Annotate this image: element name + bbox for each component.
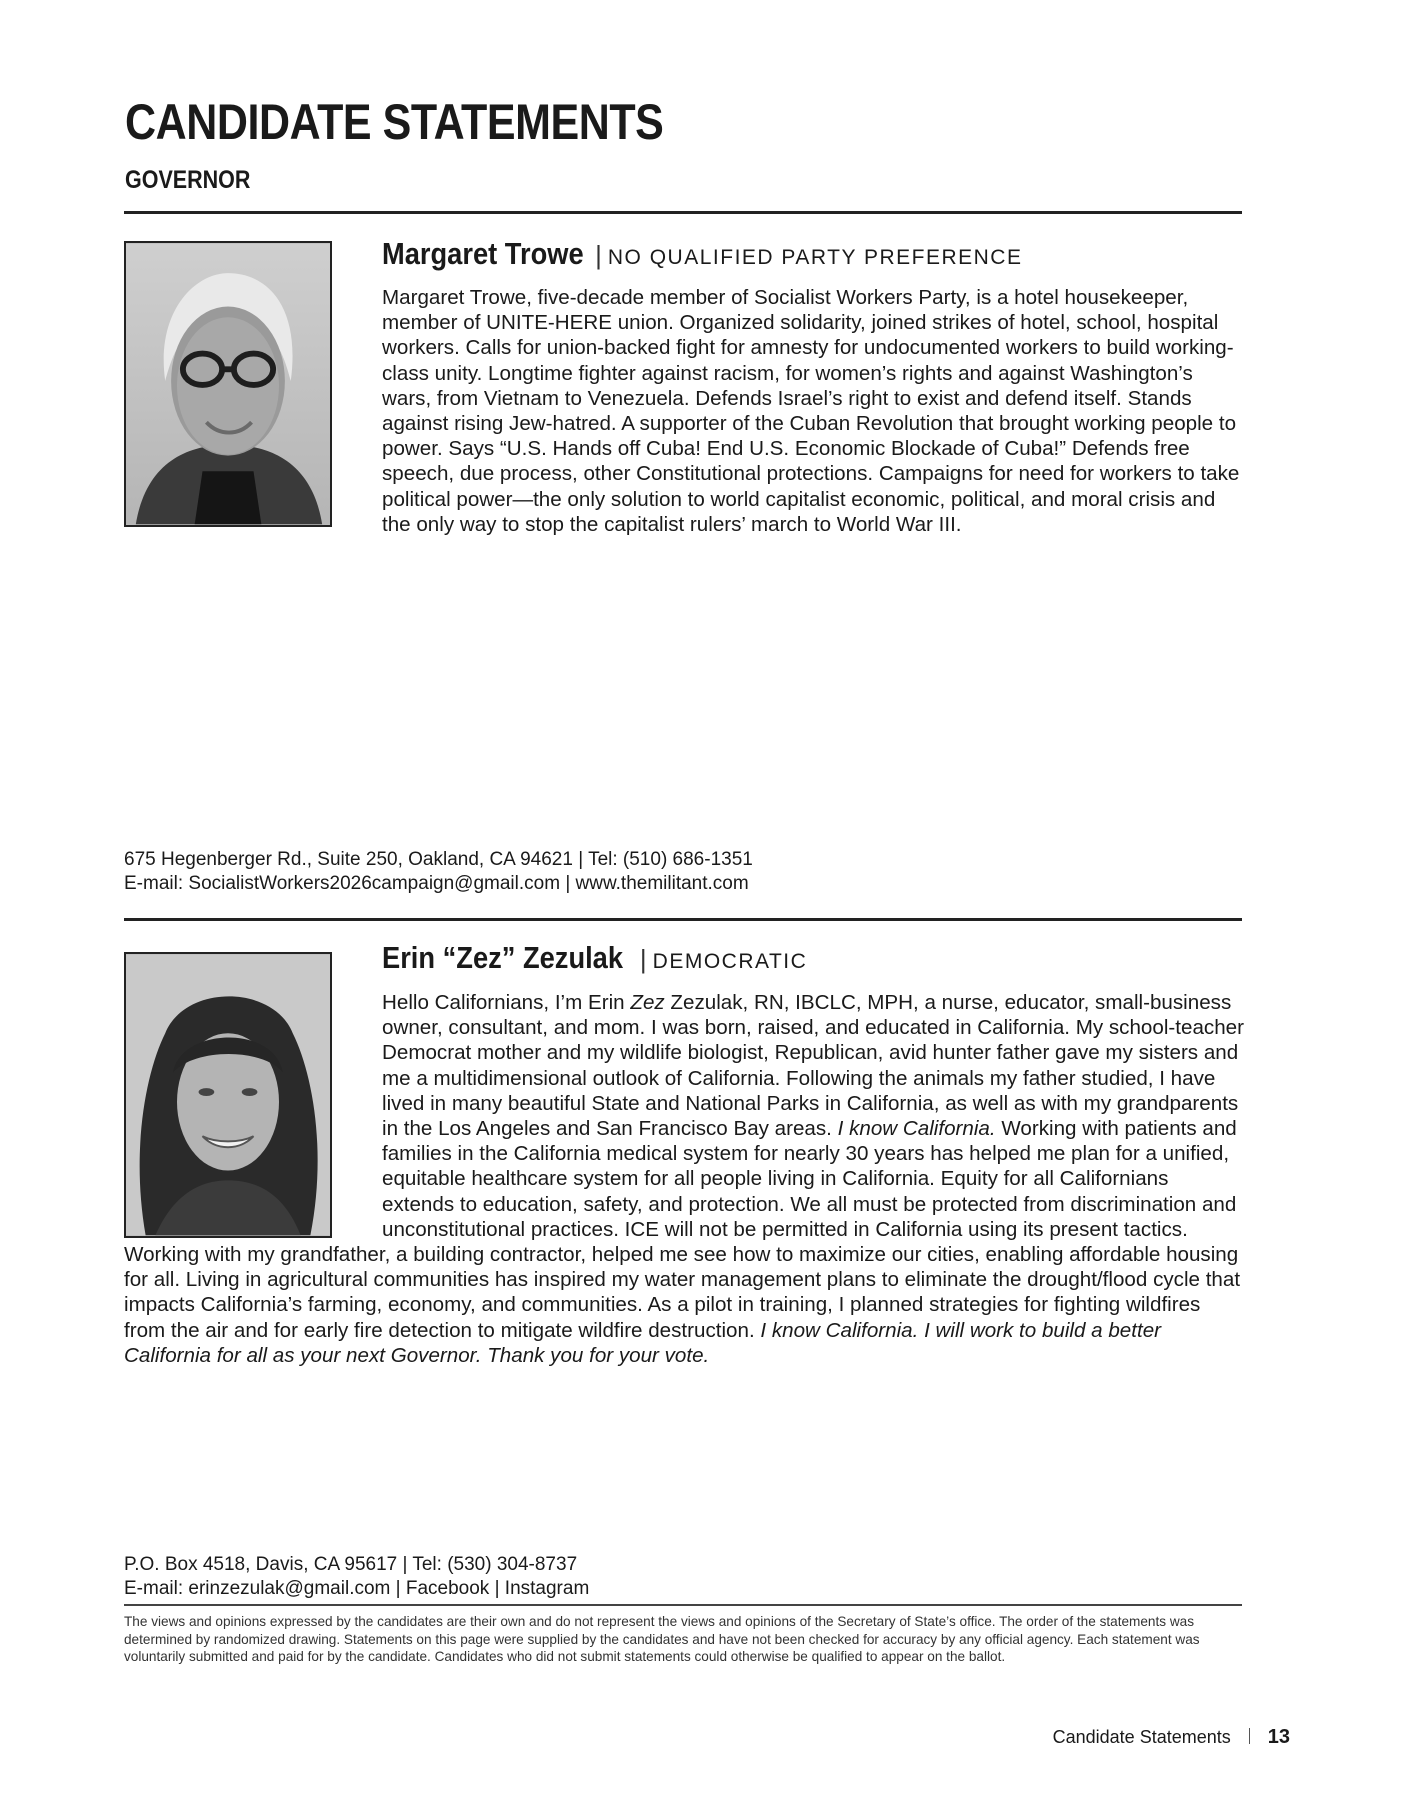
candidate-party: DEMOCRATIC <box>652 950 808 973</box>
candidate-header <box>382 236 1022 272</box>
candidate-party: NO QUALIFIED PARTY PREFERENCE <box>607 246 1023 269</box>
statement-closing: I know California. I will work to build a better California for all as your next Governor. Thank you for your vote. <box>124 1318 1162 1367</box>
candidate-contact <box>124 1553 589 1601</box>
disclaimer-divider <box>124 1604 1242 1606</box>
header-divider <box>124 211 1242 214</box>
contact-address: 675 Hegenberger Rd., Suite 250, Oakland, CA 94621 | Tel: (510) 686-1351 <box>124 849 753 870</box>
contact-email: E-mail: erinzezulak@gmail.com | Facebook | Instagram <box>124 1578 590 1599</box>
statement-text: Zezulak, RN, IBCLC, MPH, a nurse, educator, small-business owner, consultant, and mom. I was born, raised, and educated in California. My school-teacher Democrat mother and my wildlife biologist, Republican, avid hunter father gave my sisters and me a multidimensional outlook of California. Following the animals my father studied, I have lived in many beautiful State and National Parks in California, as well as with my grandparents in the Los Angeles and San Francisco Bay areas. <box>382 991 1244 1141</box>
candidate-name: Margaret Trowe <box>382 236 584 271</box>
candidate-contact <box>124 848 753 896</box>
disclaimer-text: The views and opinions expressed by the candidates are their own and do not represent the views and opinions of the Secretary of State’s office. The order of the statements was determined by randomized drawing. Statements on this page were supplied by the candidates and have not been checked for accuracy by any official agency. Each statement was voluntarily submitted and paid for by the candidate. Candidates who did not submit statements could otherwise be qualified to appear on the ballot. <box>124 1614 1200 1664</box>
page-footer <box>1053 1725 1290 1749</box>
candidate-name: Erin “Zez” Zezulak <box>382 940 624 975</box>
candidate-header <box>382 940 807 976</box>
statement-emphasis: I know California. <box>837 1117 996 1141</box>
office-title: GOVERNOR <box>125 166 251 194</box>
candidate-statement: Margaret Trowe, five-decade member of Socialist Workers Party, is a hotel housekeeper, member of UNITE-HERE union. Organized solidarity, joined strikes of hotel, school, hospital workers. Calls for union-backed fight for amnesty for undocumented workers to build working-class unity. Longtime fighter against racism, for women’s rights and against Washington’s wars, from Vietnam to Venezuela. Defends Israel’s right to exist and defend itself. Stands against rising Jew-hatred. A supporter of the Cuban Revolution that brought working people to power. Says “U.S. Hands off Cuba! End U.S. Economic Blockade of Cuba!” Defends free speech, due process, other Constitutional protections. Campaigns for need for workers to take political power—the only solution to world capitalist economic, political, and moral crisis and the only way to stop the capitalist rulers’ march to World War III. <box>382 286 1240 536</box>
photo-wrap-spacer <box>124 990 382 1240</box>
name-party-separator: | <box>639 944 647 974</box>
footer-divider <box>1249 1728 1250 1744</box>
statement-text: Hello Californians, I’m Erin <box>382 991 631 1014</box>
contact-address: P.O. Box 4518, Davis, CA 95617 | Tel: (530) 304-8737 <box>124 1554 578 1575</box>
candidate-divider <box>124 918 1242 921</box>
name-party-separator: | <box>595 240 602 270</box>
page-title: CANDIDATE STATEMENTS <box>125 94 664 150</box>
candidate-photo-trowe <box>124 241 332 527</box>
candidate-statement <box>124 990 1244 1368</box>
statement-nickname: Zez <box>630 991 665 1014</box>
contact-email: E-mail: SocialistWorkers2026campaign@gmail.com | www.themilitant.com <box>124 873 749 894</box>
footer-section-label: Candidate Statements <box>1052 1727 1231 1747</box>
page-number: 13 <box>1267 1726 1290 1748</box>
statement-text: Working with patients and families in the California medical system for nearly 30 years has helped me plan for a unified, equitable healthcare system for all people living in California. Equity for all Californians extends to education, safety, and protection. We all must be protected from discrimination and unconstitutional practices. ICE will not be permitted in California using its present tactics. Working with my grandfather, a building contractor, helped me see how to maximize our cities, enabling affordable housing for all. Living in agricultural communities has inspired my water management plans to eliminate the drought/flood cycle that impacts California’s farming, economy, and communities. As a pilot in training, I planned strategies for fighting wildfires from the air and for early fire detection to mitigate wildfire destruction. <box>124 1117 1241 1342</box>
portrait-icon <box>126 243 330 525</box>
